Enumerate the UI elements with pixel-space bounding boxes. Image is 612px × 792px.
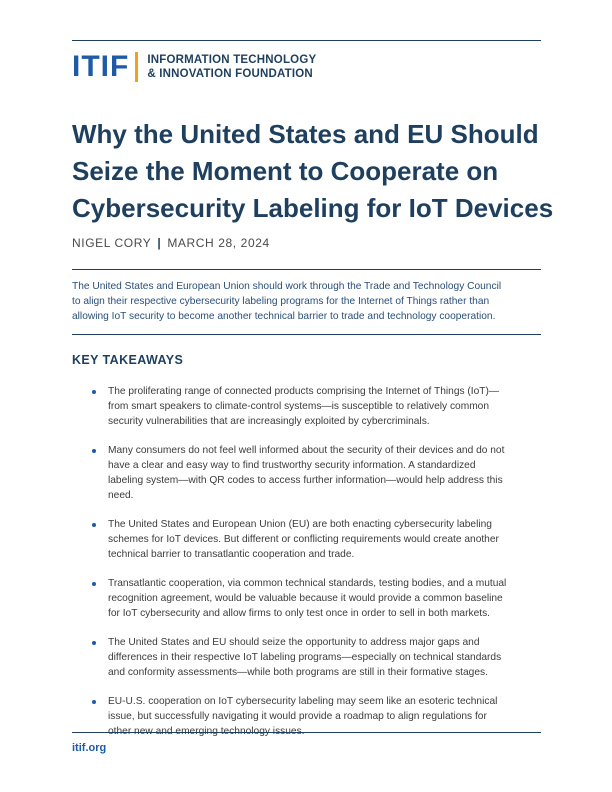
takeaway-line: The United States and European Union (EU) are both enacting cybersecurity labeling [108, 519, 492, 530]
organization-name-line1: INFORMATION TECHNOLOGY [147, 54, 317, 66]
organization-name [147, 53, 316, 81]
abstract-line: allowing IoT security to become another technical barrier to trade and technology cooperation. [72, 311, 496, 322]
footer-site-link[interactable]: itif.org [72, 742, 107, 754]
byline-separator: | [157, 236, 162, 250]
publication-date: MARCH 28, 2024 [167, 236, 270, 250]
byline [72, 236, 270, 250]
takeaway-item [72, 635, 541, 680]
takeaway-line: need. [108, 490, 134, 501]
abstract-top-rule [72, 269, 541, 270]
takeaway-line: Transatlantic cooperation, via common technical standards, testing bodies, and a mutual [108, 578, 507, 589]
abstract [72, 279, 541, 324]
takeaway-line: Many consumers do not feel well informed about the security of their devices and do not [108, 445, 505, 456]
title-line: Seize the Moment to Cooperate on [72, 156, 499, 186]
takeaway-line: and conformity assessments—while both programs are still in their formative stages. [108, 667, 488, 678]
title-line: Cybersecurity Labeling for IoT Devices [72, 193, 554, 223]
top-rule [72, 40, 541, 41]
footer-rule [72, 732, 541, 733]
author-name: NIGEL CORY [72, 236, 152, 250]
bullet-icon [92, 582, 96, 586]
organization-name-line2: & INNOVATION FOUNDATION [147, 68, 313, 80]
abstract-line: to align their respective cybersecurity labeling programs for the Internet of Things rather than [72, 296, 490, 307]
takeaway-line: for IoT cybersecurity and allow firms to only test once in order to sell in both markets. [108, 608, 491, 619]
takeaway-line: security vulnerabilities that are increasingly exploited by cybercriminals. [108, 416, 430, 427]
report-title [72, 116, 554, 227]
takeaway-item [72, 443, 541, 503]
takeaway-item [72, 576, 541, 621]
takeaway-line: schemes for IoT devices. But different or conflicting requirements would create another [108, 534, 499, 545]
logo-divider [135, 52, 138, 82]
takeaway-line: recognition agreement, would be valuable because it would provide a common baseline [108, 593, 503, 604]
itif-logo [72, 50, 316, 84]
takeaway-line: labeling system—with QR codes to access further information—would help address this [108, 475, 503, 486]
title-line: Why the United States and EU Should [72, 119, 539, 149]
bullet-icon [92, 641, 96, 645]
bullet-icon [92, 449, 96, 453]
key-takeaways-heading: KEY TAKEAWAYS [72, 353, 184, 367]
takeaway-item [72, 517, 541, 562]
takeaway-line: issue, but successfully navigating it would provide a roadmap to align regulations for [108, 711, 487, 722]
takeaway-line: technical barrier to transatlantic cooperation and trade. [108, 549, 355, 560]
logo-mark: ITIF [72, 50, 130, 83]
takeaway-line: EU-U.S. cooperation on IoT cybersecurity labeling may seem like an esoteric technical [108, 696, 498, 707]
takeaway-line: The proliferating range of connected products comprising the Internet of Things (IoT)— [108, 386, 500, 397]
bullet-icon [92, 390, 96, 394]
takeaway-line: The United States and EU should seize the opportunity to address major gaps and [108, 637, 480, 648]
takeaway-line: from smart speakers to climate-control systems—is susceptible to relatively common [108, 401, 490, 412]
takeaway-line: differences in their respective IoT labeling programs—especially on technical standards [108, 652, 502, 663]
abstract-bottom-rule [72, 334, 541, 335]
bullet-icon [92, 700, 96, 704]
key-takeaways-list [72, 384, 541, 753]
takeaway-line: have a clear and easy way to find trustworthy security information. A standardized [108, 460, 476, 471]
bullet-icon [92, 523, 96, 527]
abstract-line: The United States and European Union should work through the Trade and Technology Council [72, 281, 502, 292]
takeaway-line: other new and emerging technology issues. [108, 726, 305, 737]
takeaway-item [72, 384, 541, 429]
